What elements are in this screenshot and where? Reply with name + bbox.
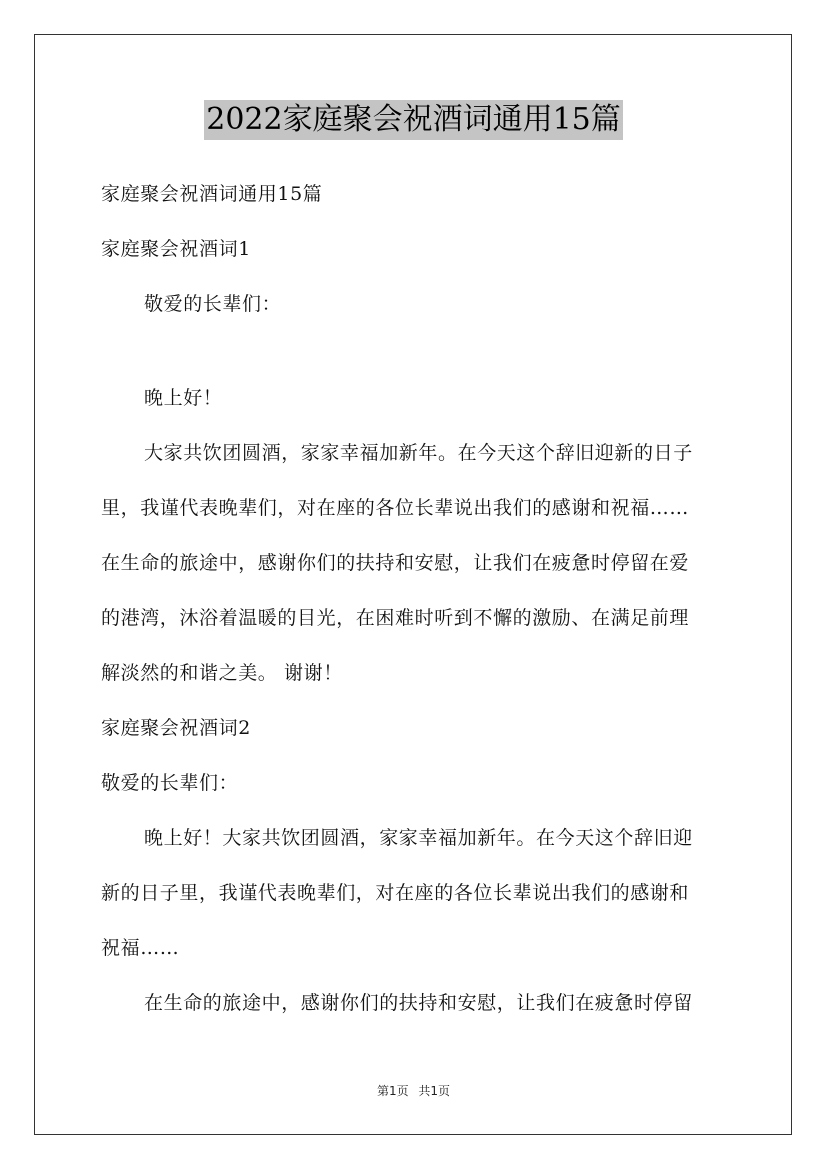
section1-body-line: 解淡然的和谐之美。 谢谢！ <box>101 662 343 684</box>
section2-heading: 家庭聚会祝酒词2 <box>101 717 251 739</box>
document-subtitle: 家庭聚会祝酒词通用15篇 <box>101 183 323 205</box>
section1-body-line: 的港湾，沐浴着温暖的目光，在困难时听到不懈的激励、在满足前理 <box>101 607 690 629</box>
page-number: 第1页 <box>376 1084 409 1098</box>
section1-body-line: 在生命的旅途中，感谢你们的扶持和安慰，让我们在疲惫时停留在爱 <box>101 552 690 574</box>
page-total: 共1页 <box>418 1084 451 1098</box>
section1-salutation: 敬爱的长辈们： <box>144 293 282 315</box>
document-content <box>101 175 727 1023</box>
section1-greeting: 晚上好！ <box>144 387 223 409</box>
section2-para1-line: 祝福…… <box>101 937 180 959</box>
section2-para1-line: 晚上好！大家共饮团圆酒，家家幸福加新年。在今天这个辞旧迎 <box>144 827 693 849</box>
document-title: 2022家庭聚会祝酒词通用15篇 <box>204 100 623 140</box>
page-footer <box>0 1082 827 1099</box>
section1-body-line: 里，我谨代表晚辈们，对在座的各位长辈说出我们的感谢和祝福…… <box>101 497 690 519</box>
section1-body-line: 大家共饮团圆酒，家家幸福加新年。在今天这个辞旧迎新的日子 <box>144 442 693 464</box>
section1-heading: 家庭聚会祝酒词1 <box>101 238 251 260</box>
section2-para2-line: 在生命的旅途中，感谢你们的扶持和安慰，让我们在疲惫时停留 <box>144 992 693 1014</box>
section2-para1-line: 新的日子里，我谨代表晚辈们，对在座的各位长辈说出我们的感谢和 <box>101 882 690 904</box>
title-wrap <box>0 100 827 140</box>
section2-salutation: 敬爱的长辈们： <box>101 772 239 794</box>
